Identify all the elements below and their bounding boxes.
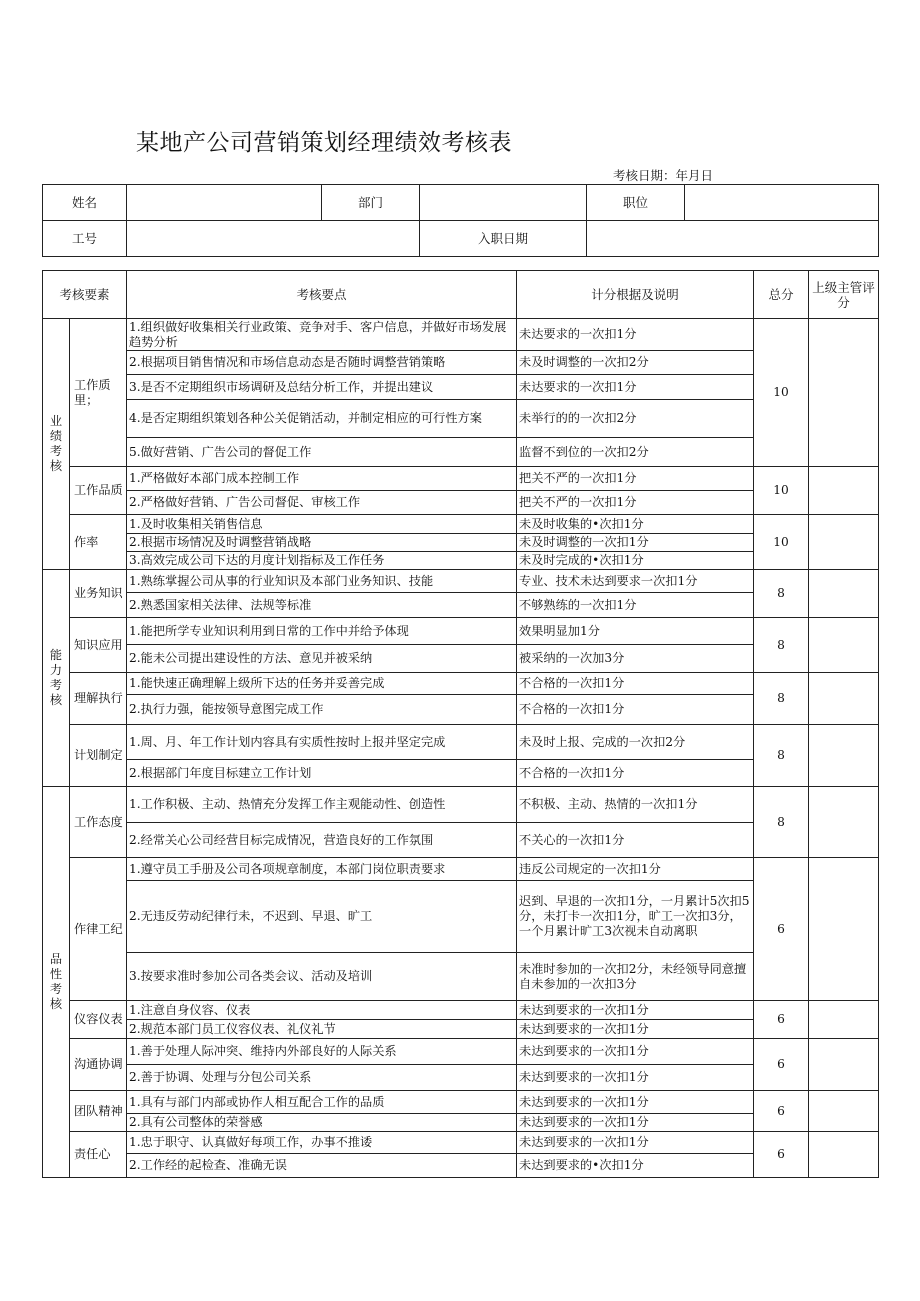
basis-cell: 未及时上报、完成的一次扣2分 bbox=[517, 725, 754, 760]
point-cell: 2.熟悉国家相关法律、法规等标准 bbox=[127, 593, 517, 618]
point-cell: 1.忠于职守、认真做好每项工作，办事不推诿 bbox=[127, 1132, 517, 1154]
subcat-attitude: 工作态度 bbox=[70, 787, 127, 858]
entry-date-label: 入职日期 bbox=[420, 221, 587, 257]
basis-cell: 迟到、早退的一次扣1分，一月累计5次扣5分，未打卡一次扣1分，旷工一次扣3分，一个月累计旷工3次视未自动离职 bbox=[517, 881, 754, 953]
basis-cell: 未达到要求的一次扣1分 bbox=[517, 1091, 754, 1114]
score-knowledge: 8 bbox=[754, 570, 809, 618]
score-communication: 6 bbox=[754, 1039, 809, 1091]
basis-cell: 未达要求的一次扣1分 bbox=[517, 375, 754, 400]
header-element: 考核要素 bbox=[43, 271, 127, 319]
section-performance: 业绩考核 bbox=[43, 319, 70, 570]
point-cell: 1.熟练掌握公司从事的行业知识及本部门业务知识、技能 bbox=[127, 570, 517, 593]
point-cell: 2.根据部门年度目标建立工作计划 bbox=[127, 760, 517, 787]
basis-cell: 不合格的一次扣1分 bbox=[517, 760, 754, 787]
header-total: 总分 bbox=[754, 271, 809, 319]
rating-quality[interactable] bbox=[809, 319, 879, 467]
basis-cell: 未及时调整的一次扣1分 bbox=[517, 534, 754, 552]
score-responsibility: 6 bbox=[754, 1132, 809, 1178]
score-grade: 10 bbox=[754, 467, 809, 515]
basis-cell: 未及时完成的•次扣1分 bbox=[517, 552, 754, 570]
basis-cell: 把关不严的一次扣1分 bbox=[517, 467, 754, 491]
rating-team[interactable] bbox=[809, 1091, 879, 1132]
point-cell: 2.严格做好营销、广告公司督促、审核工作 bbox=[127, 491, 517, 515]
basis-cell: 专业、技术未达到要求一次扣1分 bbox=[517, 570, 754, 593]
score-efficiency: 10 bbox=[754, 515, 809, 570]
rating-knowledge[interactable] bbox=[809, 570, 879, 618]
page-title: 某地产公司营销策划经理绩效考核表 bbox=[136, 130, 512, 156]
rating-efficiency[interactable] bbox=[809, 515, 879, 570]
rating-execution[interactable] bbox=[809, 673, 879, 725]
name-label: 姓名 bbox=[43, 185, 127, 221]
subcat-discipline: 作律工纪 bbox=[70, 858, 127, 1001]
review-date-label: 考核日期：年月日 bbox=[613, 168, 714, 183]
subcat-communication: 沟通协调 bbox=[70, 1039, 127, 1091]
header-points: 考核要点 bbox=[127, 271, 517, 319]
point-cell: 1.遵守员工手册及公司各项规章制度，本部门岗位职责要求 bbox=[127, 858, 517, 881]
rating-attitude[interactable] bbox=[809, 787, 879, 858]
basis-cell: 被采纳的一次加3分 bbox=[517, 645, 754, 673]
basis-cell: 未达到要求的一次扣1分 bbox=[517, 1039, 754, 1065]
score-manners: 6 bbox=[754, 1001, 809, 1039]
subcat-responsibility: 责任心 bbox=[70, 1132, 127, 1178]
position-label: 职位 bbox=[587, 185, 685, 221]
score-attitude: 8 bbox=[754, 787, 809, 858]
basis-cell: 未达到要求的一次扣1分 bbox=[517, 1114, 754, 1132]
rating-grade[interactable] bbox=[809, 467, 879, 515]
basis-cell: 未达到要求的一次扣1分 bbox=[517, 1132, 754, 1154]
subcat-execution: 理解执行 bbox=[70, 673, 127, 725]
score-planning: 8 bbox=[754, 725, 809, 787]
basis-cell: 未达到要求的一次扣1分 bbox=[517, 1020, 754, 1039]
point-cell: 1.能快速正确理解上级所下达的任务并妥善完成 bbox=[127, 673, 517, 695]
point-cell: 1.工作积极、主动、热情充分发挥工作主观能动性、创造性 bbox=[127, 787, 517, 823]
point-cell: 2.工作经的起检查、准确无误 bbox=[127, 1154, 517, 1178]
basis-cell: 未达要求的一次扣1分 bbox=[517, 319, 754, 351]
basis-cell: 未达到要求的一次扣1分 bbox=[517, 1001, 754, 1020]
point-cell: 1.具有与部门内部或协作人相互配合工作的品质 bbox=[127, 1091, 517, 1114]
section-ability: 能力考核 bbox=[43, 570, 70, 787]
basis-cell: 未及时调整的一次扣2分 bbox=[517, 351, 754, 375]
point-cell: 3.按要求准时参加公司各类会议、活动及培训 bbox=[127, 953, 517, 1001]
point-cell: 2.规范本部门员工仪容仪表、礼仪礼节 bbox=[127, 1020, 517, 1039]
rating-responsibility[interactable] bbox=[809, 1132, 879, 1178]
subcat-quality: 工作质里； bbox=[70, 319, 127, 467]
basis-cell: 不合格的一次扣1分 bbox=[517, 673, 754, 695]
basis-cell: 监督不到位的一次扣2分 bbox=[517, 438, 754, 467]
rating-discipline[interactable] bbox=[809, 858, 879, 1001]
basis-cell: 未达到要求的一次扣1分 bbox=[517, 1065, 754, 1091]
point-cell: 4.是否定期组织策划各种公关促销活动，并制定相应的可行性方案 bbox=[127, 400, 517, 438]
subcat-manners: 仪容仪表 bbox=[70, 1001, 127, 1039]
header-basis: 计分根据及说明 bbox=[517, 271, 754, 319]
section-character: 品性考核 bbox=[43, 787, 70, 1178]
subcat-grade: 工作品质 bbox=[70, 467, 127, 515]
point-cell: 3.是否不定期组织市场调研及总结分析工作，并提出建议 bbox=[127, 375, 517, 400]
entry-date-field[interactable] bbox=[587, 221, 879, 257]
assessment-table bbox=[42, 270, 879, 1178]
subcat-application: 知识应用 bbox=[70, 618, 127, 673]
point-cell: 1.注意自身仪容、仪表 bbox=[127, 1001, 517, 1020]
point-cell: 2.执行力强，能按领导意图完成工作 bbox=[127, 695, 517, 725]
subcat-planning: 计划制定 bbox=[70, 725, 127, 787]
point-cell: 2.善于协调、处理与分包公司关系 bbox=[127, 1065, 517, 1091]
point-cell: 1.及时收集相关销售信息 bbox=[127, 515, 517, 534]
point-cell: 3.高效完成公司下达的月度计划指标及工作任务 bbox=[127, 552, 517, 570]
score-quality: 10 bbox=[754, 319, 809, 467]
position-field[interactable] bbox=[685, 185, 879, 221]
basis-cell: 违反公司规定的一次扣1分 bbox=[517, 858, 754, 881]
subcat-knowledge: 业务知识 bbox=[70, 570, 127, 618]
name-field[interactable] bbox=[127, 185, 322, 221]
dept-field[interactable] bbox=[420, 185, 587, 221]
basis-cell: 未准时参加的一次扣2分，未经领导同意擅自未参加的一次扣3分 bbox=[517, 953, 754, 1001]
point-cell: 2.根据市场情况及时调整营销战略 bbox=[127, 534, 517, 552]
score-application: 8 bbox=[754, 618, 809, 673]
dept-label: 部门 bbox=[322, 185, 420, 221]
basis-cell: 不关心的一次扣1分 bbox=[517, 823, 754, 858]
basis-cell: 未达到要求的•次扣1分 bbox=[517, 1154, 754, 1178]
basis-cell: 把关不严的一次扣1分 bbox=[517, 491, 754, 515]
basis-cell: 不合格的一次扣1分 bbox=[517, 695, 754, 725]
score-execution: 8 bbox=[754, 673, 809, 725]
subcat-team: 团队精神 bbox=[70, 1091, 127, 1132]
point-cell: 1.善于处理人际冲突、维持内外部良好的人际关系 bbox=[127, 1039, 517, 1065]
point-cell: 2.具有公司整体的荣誉感 bbox=[127, 1114, 517, 1132]
point-cell: 2.根据项目销售情况和市场信息动态是否随时调整营销策略 bbox=[127, 351, 517, 375]
id-label: 工号 bbox=[43, 221, 127, 257]
rating-manners[interactable] bbox=[809, 1001, 879, 1039]
basis-cell: 效果明显加1分 bbox=[517, 618, 754, 645]
rating-planning[interactable] bbox=[809, 725, 879, 787]
rating-communication[interactable] bbox=[809, 1039, 879, 1091]
point-cell: 1.周、月、年工作计划内容具有实质性按时上报并坚定完成 bbox=[127, 725, 517, 760]
basis-cell: 未及时收集的•次扣1分 bbox=[517, 515, 754, 534]
basis-cell: 未举行的的一次扣2分 bbox=[517, 400, 754, 438]
score-team: 6 bbox=[754, 1091, 809, 1132]
employee-info-table bbox=[42, 184, 879, 257]
basis-cell: 不够熟练的一次扣1分 bbox=[517, 593, 754, 618]
point-cell: 1.严格做好本部门成本控制工作 bbox=[127, 467, 517, 491]
point-cell: 5.做好营销、广告公司的督促工作 bbox=[127, 438, 517, 467]
basis-cell: 不积极、主动、热情的一次扣1分 bbox=[517, 787, 754, 823]
score-discipline: 6 bbox=[754, 858, 809, 1001]
point-cell: 2.无违反劳动纪律行未，不迟到、早退、旷工 bbox=[127, 881, 517, 953]
subcat-efficiency: 作率 bbox=[70, 515, 127, 570]
id-field[interactable] bbox=[127, 221, 420, 257]
rating-application[interactable] bbox=[809, 618, 879, 673]
point-cell: 2.经常关心公司经营目标完成情况，营造良好的工作氛围 bbox=[127, 823, 517, 858]
point-cell: 1.能把所学专业知识利用到日常的工作中并给予体现 bbox=[127, 618, 517, 645]
header-rating: 上级主管评分 bbox=[809, 271, 879, 319]
point-cell: 2.能未公司提出建设性的方法、意见并被采纳 bbox=[127, 645, 517, 673]
point-cell: 1.组织做好收集相关行业政策、竞争对手、客户信息，并做好市场发展趋势分析 bbox=[127, 319, 517, 351]
